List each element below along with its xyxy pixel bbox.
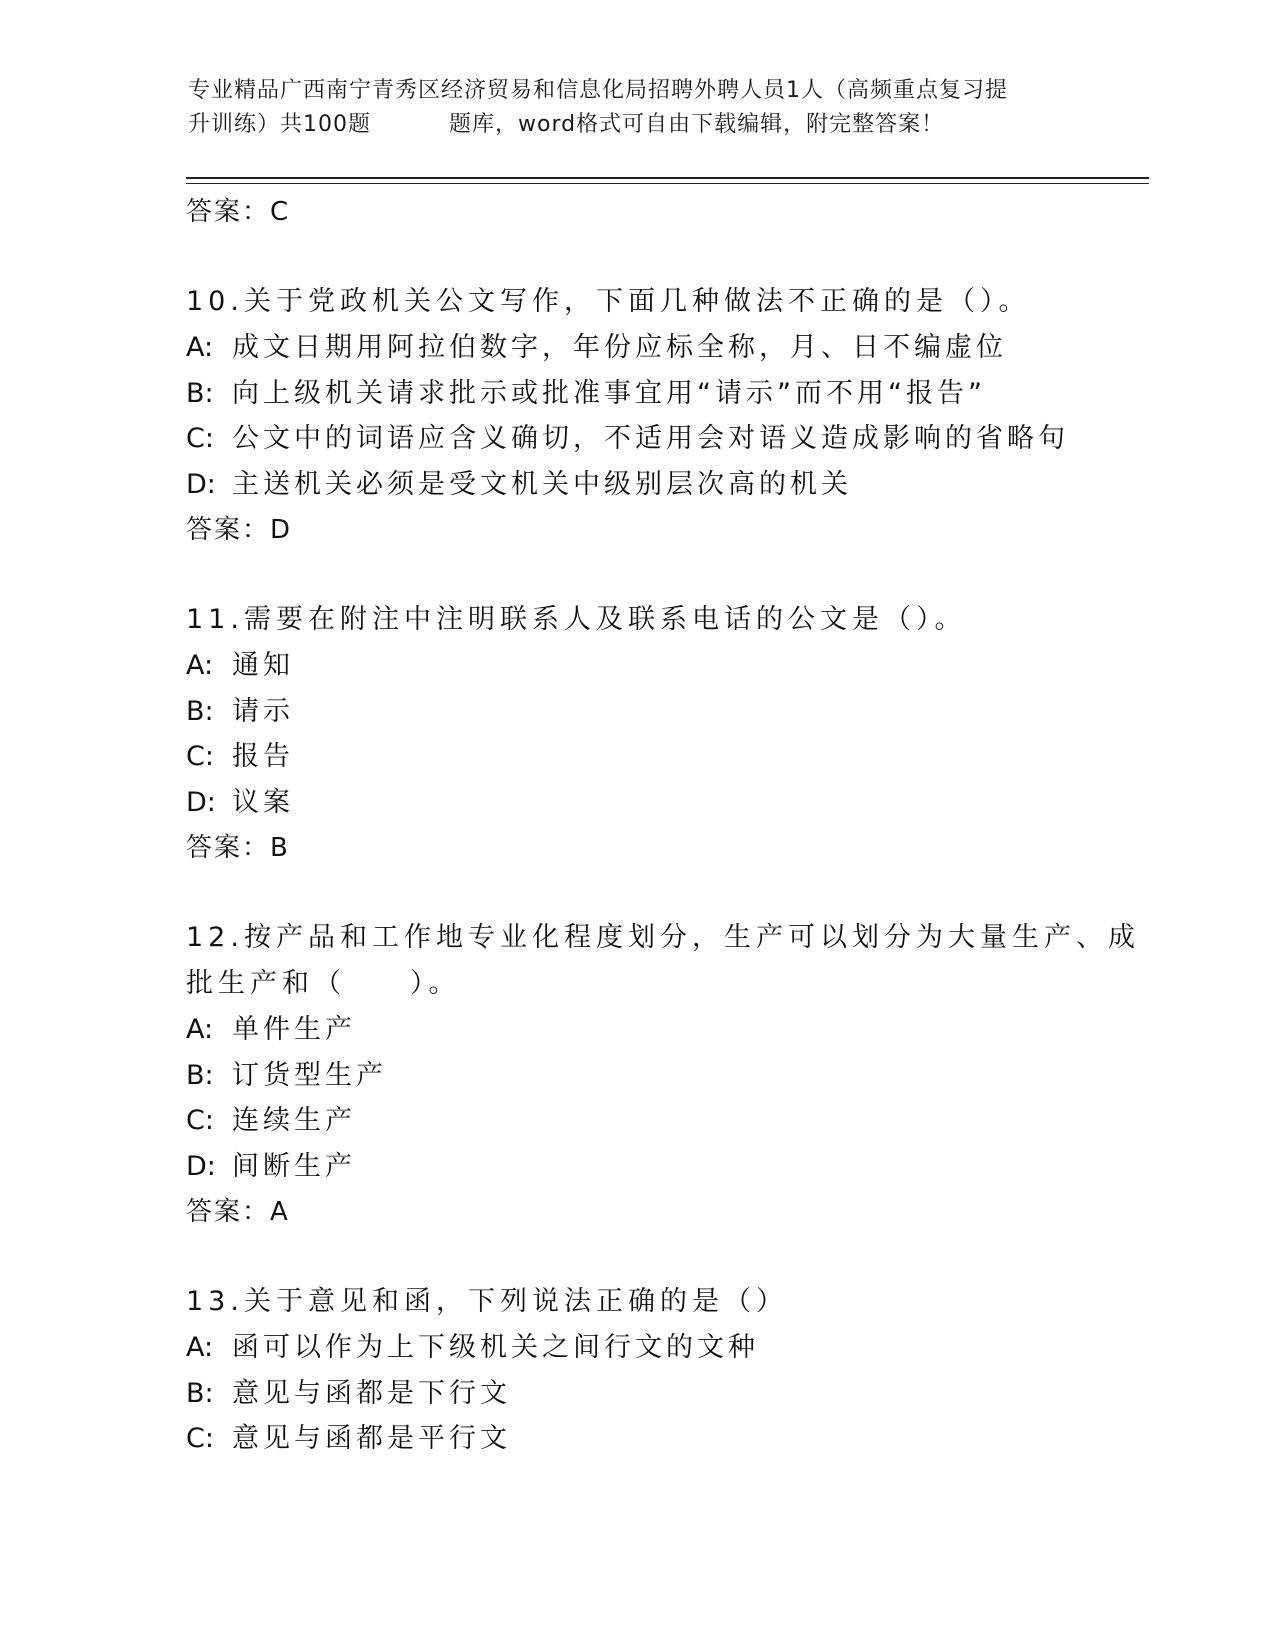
option-a — [186, 643, 1146, 689]
question-item — [186, 1279, 1146, 1462]
question-stem: 10.关于党政机关公文写作，下面几种做法不正确的是（）。 — [186, 286, 1031, 317]
header-title-line-1: 专业精品广西南宁青秀区经济贸易和信息化局招聘外聘人员1人（高频重点复习提 — [188, 78, 1008, 103]
option-text: 公文中的词语应含义确切，不适用会对语义造成影响的省略句 — [232, 423, 1069, 454]
option-key: C: — [186, 1423, 214, 1454]
option-d — [186, 780, 1146, 826]
option-key: B: — [186, 695, 214, 727]
option-b — [186, 371, 1146, 417]
option-c — [186, 1098, 1146, 1144]
option-text: 函可以作为上下级机关之间行文的文种 — [232, 1332, 759, 1363]
option-c — [186, 416, 1146, 462]
question-stem: 13.关于意见和函，下列说法正确的是（） — [186, 1286, 788, 1317]
option-text: 意见与函都是下行文 — [232, 1377, 511, 1409]
option-a — [186, 325, 1146, 371]
option-key: C: — [186, 741, 214, 772]
answer-value: C — [270, 197, 290, 227]
option-d — [186, 1144, 1146, 1190]
option-text: 请示 — [232, 695, 294, 727]
option-key: D: — [186, 1150, 216, 1182]
option-b — [186, 1053, 1146, 1099]
option-text: 间断生产 — [232, 1150, 356, 1182]
option-key: B: — [186, 1377, 214, 1409]
option-text: 通知 — [232, 650, 294, 681]
header-title-part-2: 题库，word格式可自由下载编辑，附完整答案！ — [449, 112, 945, 137]
option-b — [186, 1371, 1146, 1417]
answer-label: 答案： — [186, 833, 271, 863]
answer-value: D — [270, 515, 292, 545]
header-title-line-2 — [188, 108, 1088, 142]
option-text: 成文日期用阿拉伯数字，年份应标全称，月、日不编虚位 — [232, 332, 1007, 363]
option-a — [186, 1007, 1146, 1053]
option-text: 向上级机关请求批示或批准事宜用“请示”而不用“报告” — [232, 377, 986, 409]
option-text: 报告 — [232, 741, 294, 772]
answer-label: 答案： — [186, 197, 271, 227]
answer-label: 答案： — [186, 1197, 271, 1227]
header-divider-thin — [186, 183, 1149, 184]
option-key: C: — [186, 1105, 214, 1136]
option-key: D: — [186, 786, 216, 818]
option-key: B: — [186, 377, 214, 409]
question-list — [186, 189, 1146, 1462]
option-key: D: — [186, 468, 216, 500]
option-key: C: — [186, 423, 214, 454]
option-a — [186, 1325, 1146, 1371]
option-text: 主送机关必须是受文机关中级别层次高的机关 — [232, 468, 852, 500]
question-item — [186, 597, 1146, 871]
question-item — [186, 279, 1146, 553]
header-title-part-1: 升训练）共100题 — [188, 112, 371, 137]
question-stem: 11.需要在附注中注明联系人及联系电话的公文是（）。 — [186, 604, 967, 635]
answer-line — [186, 1189, 1146, 1235]
header-divider-thick — [186, 177, 1149, 179]
answer-label: 答案： — [186, 515, 271, 545]
option-key: A: — [186, 1014, 214, 1045]
question-stem: 12.按产品和工作地专业化程度划分，生产可以划分为大量生产、成批生产和（ ）。 — [186, 922, 1140, 999]
answer-value: B — [270, 833, 289, 863]
answer-line — [186, 189, 1146, 235]
option-text: 议案 — [232, 786, 294, 818]
answer-value: A — [270, 1197, 289, 1227]
option-key: B: — [186, 1059, 214, 1091]
option-text: 意见与函都是平行文 — [232, 1423, 511, 1454]
question-item — [186, 915, 1146, 1235]
option-text: 订货型生产 — [232, 1059, 387, 1091]
option-key: A: — [186, 1332, 214, 1363]
option-c — [186, 734, 1146, 780]
answer-line — [186, 825, 1146, 871]
option-text: 单件生产 — [232, 1014, 356, 1045]
option-key: A: — [186, 650, 214, 681]
option-key: A: — [186, 332, 214, 363]
answer-line — [186, 507, 1146, 553]
option-text: 连续生产 — [232, 1105, 356, 1136]
option-d — [186, 462, 1146, 508]
option-b — [186, 689, 1146, 735]
document-header — [188, 74, 1088, 142]
option-c — [186, 1416, 1146, 1462]
